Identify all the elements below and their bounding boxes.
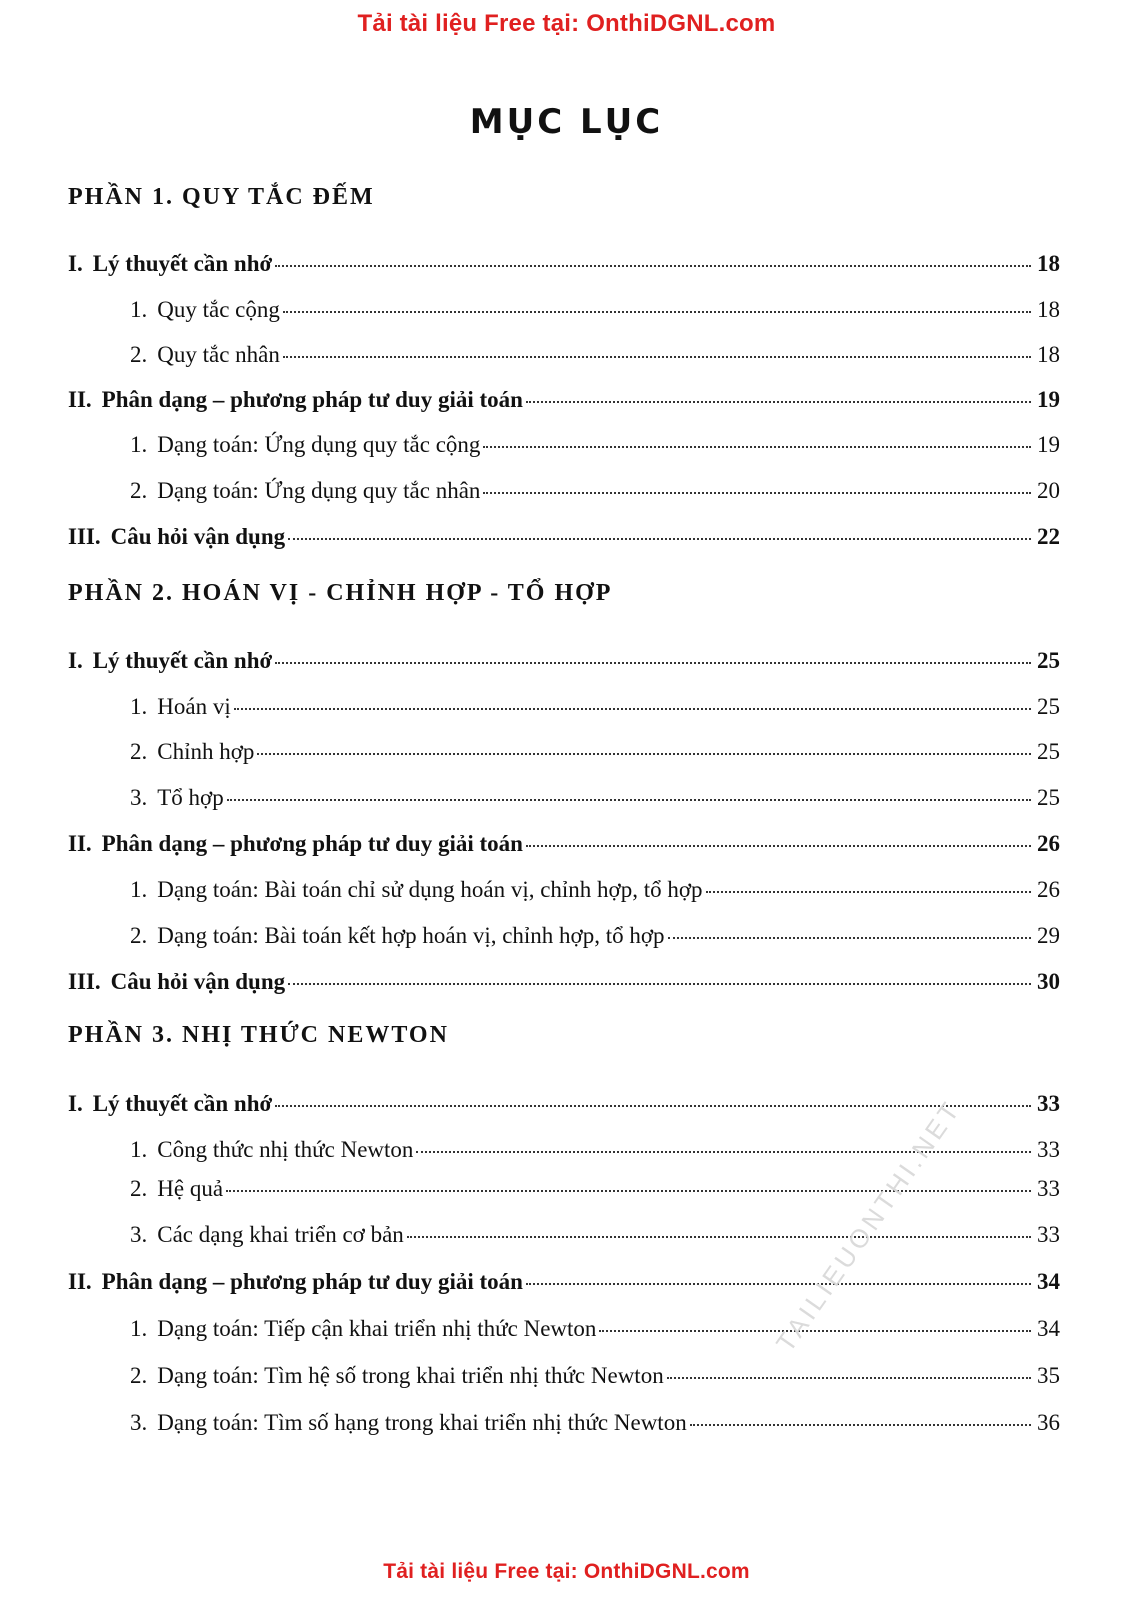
toc-entry-text: Quy tắc nhân: [157, 342, 280, 367]
toc-entry-text: Lý thuyết cần nhớ: [92, 1091, 273, 1116]
toc-entry-text: Dạng toán: Tìm hệ số trong khai triển nhị thức Newton: [157, 1363, 664, 1388]
toc-entry-text: Phân dạng – phương pháp tư duy giải toán: [101, 387, 523, 412]
toc-entry[interactable]: [130, 1407, 1060, 1439]
toc-entry-page: 36: [1037, 1410, 1060, 1435]
toc-entry-text: Dạng toán: Bài toán kết hợp hoán vị, chỉnh hợp, tổ hợp: [157, 923, 665, 948]
part-3-heading: PHẦN 3. NHỊ THỨC NEWTON: [68, 1022, 449, 1048]
watermark: TAILIEUONTHI.NET: [770, 1093, 967, 1358]
toc-entry-text: Phân dạng – phương pháp tư duy giải toán: [101, 831, 523, 856]
toc-entry-page: 25: [1037, 648, 1060, 673]
toc-entry[interactable]: [130, 339, 1060, 371]
toc-entry-text: Dạng toán: Tìm số hạng trong khai triển nhị thức Newton: [157, 1410, 687, 1435]
toc-entry-number: I.: [68, 1091, 83, 1116]
toc-entry-text: Lý thuyết cần nhớ: [92, 251, 273, 276]
toc-entry-number: 2.: [130, 1363, 148, 1388]
toc-entry[interactable]: [130, 1360, 1060, 1392]
toc-entry-number: 2.: [130, 739, 148, 764]
toc-entry[interactable]: [68, 1266, 1060, 1298]
toc-entry-page: 20: [1037, 478, 1060, 503]
bottom-banner-link[interactable]: Tải tài liệu Free tại: OnthiDGNL.com: [383, 1560, 750, 1583]
toc-entry-number: 2.: [130, 342, 148, 367]
toc-entry[interactable]: [130, 429, 1060, 461]
toc-entry[interactable]: [130, 1219, 1060, 1251]
toc-entry-text: Dạng toán: Bài toán chỉ sử dụng hoán vị, chỉnh hợp, tổ hợp: [157, 877, 703, 902]
toc-entry-page: 34: [1037, 1269, 1060, 1294]
toc-entry-page: 33: [1037, 1176, 1060, 1201]
toc-entry-number: 1.: [130, 1316, 148, 1341]
dot-leader: [483, 446, 1031, 448]
toc-entry-number: I.: [68, 251, 83, 276]
toc-entry-text: Dạng toán: Ứng dụng quy tắc nhân: [157, 478, 481, 503]
dot-leader: [526, 845, 1031, 847]
toc-entry[interactable]: [68, 384, 1060, 416]
toc-entry-text: Quy tắc cộng: [157, 297, 280, 322]
toc-entry[interactable]: [68, 521, 1060, 553]
toc-entry-text: Chỉnh hợp: [157, 739, 255, 764]
dot-leader: [483, 492, 1031, 494]
dot-leader: [690, 1424, 1031, 1426]
toc-entry-page: 33: [1037, 1137, 1060, 1162]
dot-leader: [526, 1283, 1031, 1285]
part-2-heading: PHẦN 2. HOÁN VỊ - CHỈNH HỢP - TỔ HỢP: [68, 580, 613, 606]
toc-entry-text: Lý thuyết cần nhớ: [92, 648, 273, 673]
toc-entry-page: 34: [1037, 1316, 1060, 1341]
toc-entry[interactable]: [68, 1088, 1060, 1120]
toc-entry[interactable]: [130, 475, 1060, 507]
toc-entry-page: 30: [1037, 969, 1060, 994]
dot-leader: [257, 753, 1031, 755]
toc-entry-page: 25: [1037, 785, 1060, 810]
toc-entry-number: II.: [68, 831, 92, 856]
dot-leader: [526, 401, 1031, 403]
toc-entry-page: 33: [1037, 1222, 1060, 1247]
toc-entry-page: 18: [1037, 342, 1060, 367]
dot-leader: [706, 891, 1031, 893]
toc-entry[interactable]: [130, 294, 1060, 326]
toc-entry[interactable]: [68, 645, 1060, 677]
toc-entry[interactable]: [130, 691, 1060, 723]
toc-entry-text: Hệ quả: [157, 1176, 224, 1201]
toc-entry-text: Dạng toán: Ứng dụng quy tắc cộng: [157, 432, 481, 457]
dot-leader: [275, 662, 1031, 664]
toc-entry-number: 3.: [130, 1410, 148, 1435]
page-title: MỤC LỤC: [469, 102, 664, 142]
top-banner-link[interactable]: Tải tài liệu Free tại: OnthiDGNL.com: [357, 10, 776, 37]
toc-entry-number: I.: [68, 648, 83, 673]
toc-entry-number: 1.: [130, 297, 148, 322]
dot-leader: [668, 937, 1031, 939]
toc-entry-page: 25: [1037, 694, 1060, 719]
dot-leader: [227, 799, 1031, 801]
toc-entry-page: 18: [1037, 297, 1060, 322]
dot-leader: [288, 983, 1031, 985]
toc-entry-page: 19: [1037, 387, 1060, 412]
toc-entry-number: 3.: [130, 1222, 148, 1247]
dot-leader: [275, 1105, 1031, 1107]
toc-entry-text: Công thức nhị thức Newton: [157, 1137, 414, 1162]
dot-leader: [407, 1236, 1031, 1238]
toc-entry[interactable]: [130, 782, 1060, 814]
toc-entry-text: Các dạng khai triển cơ bản: [157, 1222, 404, 1247]
toc-entry-text: Câu hỏi vận dụng: [110, 524, 286, 549]
dot-leader: [283, 311, 1031, 313]
toc-entry-number: III.: [68, 969, 101, 994]
toc-entry-number: III.: [68, 524, 101, 549]
toc-entry-page: 19: [1037, 432, 1060, 457]
toc-entry-number: 3.: [130, 785, 148, 810]
dot-leader: [288, 538, 1031, 540]
toc-entry[interactable]: [130, 1313, 1060, 1345]
toc-entry-number: 1.: [130, 1137, 148, 1162]
toc-entry-text: Tổ hợp: [157, 785, 224, 810]
dot-leader: [599, 1330, 1031, 1332]
dot-leader: [283, 356, 1031, 358]
toc-entry-page: 33: [1037, 1091, 1060, 1116]
toc-entry-text: Phân dạng – phương pháp tư duy giải toán: [101, 1269, 523, 1294]
toc-entry-page: 26: [1037, 877, 1060, 902]
dot-leader: [667, 1377, 1031, 1379]
toc-entry-page: 25: [1037, 739, 1060, 764]
toc-entry[interactable]: [68, 248, 1060, 280]
toc-entry-text: Dạng toán: Tiếp cận khai triển nhị thức Newton: [157, 1316, 597, 1341]
toc-entry-text: Câu hỏi vận dụng: [110, 969, 286, 994]
toc-entry[interactable]: [130, 920, 1060, 952]
toc-entry-page: 26: [1037, 831, 1060, 856]
toc-entry-page: 22: [1037, 524, 1060, 549]
toc-entry[interactable]: [130, 874, 1060, 906]
toc-entry-number: 1.: [130, 694, 148, 719]
dot-leader: [234, 708, 1031, 710]
toc-entry-number: II.: [68, 387, 92, 412]
toc-entry-text: Hoán vị: [157, 694, 231, 719]
toc-entry-number: II.: [68, 1269, 92, 1294]
toc-entry[interactable]: [130, 736, 1060, 768]
toc-entry[interactable]: [68, 828, 1060, 860]
toc-entry-number: 2.: [130, 923, 148, 948]
toc-entry-number: 2.: [130, 1176, 148, 1201]
toc-entry-page: 29: [1037, 923, 1060, 948]
toc-entry-page: 18: [1037, 251, 1060, 276]
dot-leader: [275, 265, 1031, 267]
toc-entry-number: 2.: [130, 478, 148, 503]
toc-entry-number: 1.: [130, 432, 148, 457]
toc-entry-number: 1.: [130, 877, 148, 902]
toc-entry-page: 35: [1037, 1363, 1060, 1388]
toc-entry[interactable]: [68, 966, 1060, 998]
part-1-heading: PHẦN 1. QUY TẮC ĐẾM: [68, 184, 375, 210]
